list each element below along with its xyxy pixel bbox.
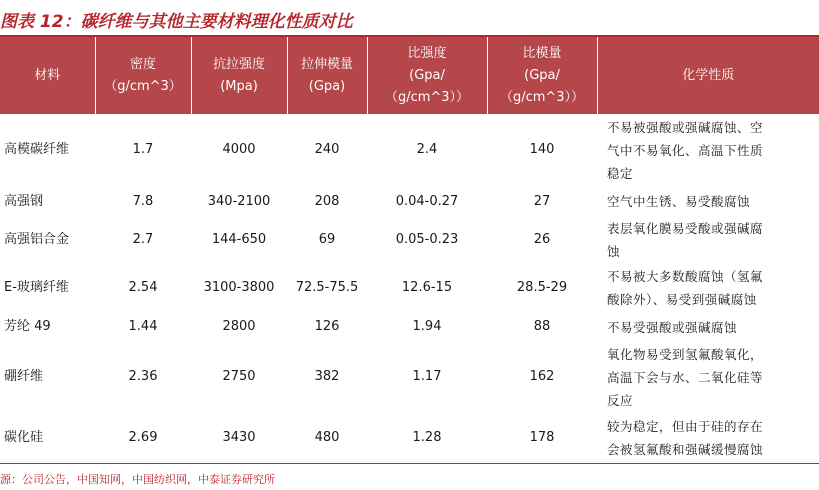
cell-specific-strength: 0.05-0.23 (395, 232, 459, 247)
cell-chemical-properties (597, 341, 819, 413)
properties-table (0, 37, 819, 464)
cell-chemical-properties (597, 114, 819, 186)
cell-density: 2.36 (128, 369, 158, 384)
cell-material: 芳纶 49 (4, 319, 51, 334)
cell-tensile-strength: 2800 (222, 319, 256, 334)
cell-specific-modulus: 26 (533, 232, 551, 247)
cell-tensile-modulus: 240 (314, 142, 340, 157)
header-tensile-strength (191, 37, 287, 114)
table-row (0, 263, 819, 313)
header-material (0, 37, 95, 114)
cell-density: 2.54 (128, 280, 158, 295)
table-row (0, 217, 819, 263)
header-tensile-modulus (287, 37, 367, 114)
chem-line: 稳定 (607, 165, 634, 181)
cell-density: 1.44 (128, 319, 158, 334)
cell-specific-modulus: 162 (529, 369, 555, 384)
cell-tensile-modulus: 69 (318, 232, 336, 247)
cell-material: 高模碳纤维 (4, 142, 70, 157)
source-note: 源：公司公告，中国知网，中国纺织网，中泰证券研究所 (0, 473, 275, 486)
chem-line: 会被氢氟酸和强碱缓慢腐蚀 (607, 441, 764, 457)
header-line: (Gpa) (308, 78, 346, 94)
cell-specific-strength: 1.94 (412, 319, 442, 334)
cell-tensile-strength: 3100-3800 (203, 280, 275, 295)
cell-chemical-properties (597, 263, 819, 313)
cell-specific-modulus: 178 (487, 413, 597, 463)
cell-specific-strength: 1.28 (367, 413, 487, 463)
header-chemical-properties (597, 37, 819, 114)
chem-line: 氧化物易受到氢氟酸氧化， (607, 346, 764, 362)
cell-tensile-strength: 340-2100 (207, 193, 271, 209)
cell-density: 7.8 (132, 193, 154, 209)
header-line: （g/cm^3）） (499, 89, 585, 105)
header-line: 密度 (129, 56, 156, 72)
chem-line: 空气中生锈、易受酸腐蚀 (607, 194, 751, 209)
table-header-row (0, 37, 819, 114)
cell-material: E-玻璃纤维 (4, 280, 69, 295)
cell-specific-modulus: 88 (533, 319, 551, 334)
cell-tensile-strength: 3430 (191, 413, 287, 463)
cell-tensile-modulus: 72.5-75.5 (295, 280, 359, 295)
cell-specific-strength: 1.17 (412, 369, 442, 384)
header-line: (Mpa) (220, 78, 258, 94)
chem-line: 不易被大多数酸腐蚀（氢氟 (607, 269, 764, 284)
chem-line: 表层氧化膜易受酸或强碱腐 (607, 221, 764, 236)
chem-line: 不易受强酸或强碱腐蚀 (607, 319, 738, 335)
header-line: 化学性质 (682, 67, 735, 83)
table-row (0, 313, 819, 341)
chem-line: 高温下会与水、二氧化硅等 (607, 369, 764, 385)
cell-tensile-strength: 4000 (222, 142, 256, 157)
header-line: 比强度 (407, 45, 447, 61)
header-specific-strength (367, 37, 487, 114)
cell-material: 碳化硅 (0, 413, 95, 463)
table-row (0, 114, 819, 186)
cell-chemical-properties (597, 313, 819, 341)
figure-title: 图表 12：碳纤维与其他主要材料理化性质对比 (0, 12, 353, 32)
cell-material: 硼纤维 (4, 369, 44, 384)
table-row (0, 413, 819, 463)
header-line: 抗拉强度 (212, 56, 265, 72)
cell-density: 1.7 (132, 142, 154, 157)
cell-tensile-modulus: 208 (314, 193, 340, 209)
header-line: (Gpa/ (524, 67, 560, 83)
chem-line: 蚀 (607, 244, 621, 259)
cell-chemical-properties (597, 413, 819, 463)
header-line: (Gpa/ (409, 67, 445, 83)
cell-density: 2.69 (95, 413, 191, 463)
cell-specific-strength: 2.4 (416, 142, 438, 157)
chem-line: 反应 (607, 392, 634, 408)
chem-line: 较为稳定，但由于硅的存在 (607, 418, 764, 434)
cell-tensile-modulus: 382 (314, 369, 340, 384)
header-line: 比模量 (522, 45, 562, 61)
cell-material: 高强铝合金 (4, 232, 70, 247)
cell-chemical-properties (597, 217, 819, 263)
chem-line: 气中不易氧化、高温下性质 (607, 142, 764, 158)
chem-line: 酸除外）、易受到强碱腐蚀 (607, 292, 757, 307)
cell-specific-strength: 12.6-15 (401, 280, 453, 295)
header-line: （g/cm^3）） (384, 89, 470, 105)
header-specific-modulus (487, 37, 597, 114)
header-line: （g/cm^3） (104, 78, 182, 94)
chem-line: 不易被强酸或强碱腐蚀、空 (607, 119, 764, 135)
cell-specific-strength: 0.04-0.27 (395, 193, 459, 209)
cell-density: 2.7 (132, 232, 154, 247)
cell-chemical-properties (597, 186, 819, 217)
header-density (95, 37, 191, 114)
cell-specific-modulus: 27 (533, 193, 551, 209)
table-row (0, 186, 819, 217)
cell-tensile-modulus: 126 (314, 319, 340, 334)
header-line: 材料 (34, 67, 61, 83)
cell-specific-modulus: 140 (529, 142, 555, 157)
cell-tensile-strength: 2750 (222, 369, 256, 384)
cell-tensile-modulus: 480 (287, 413, 367, 463)
cell-material: 高强钢 (4, 193, 44, 209)
cell-tensile-strength: 144-650 (211, 232, 267, 247)
table-row (0, 341, 819, 413)
header-line: 拉伸模量 (300, 56, 353, 72)
cell-specific-modulus: 28.5-29 (516, 280, 568, 295)
